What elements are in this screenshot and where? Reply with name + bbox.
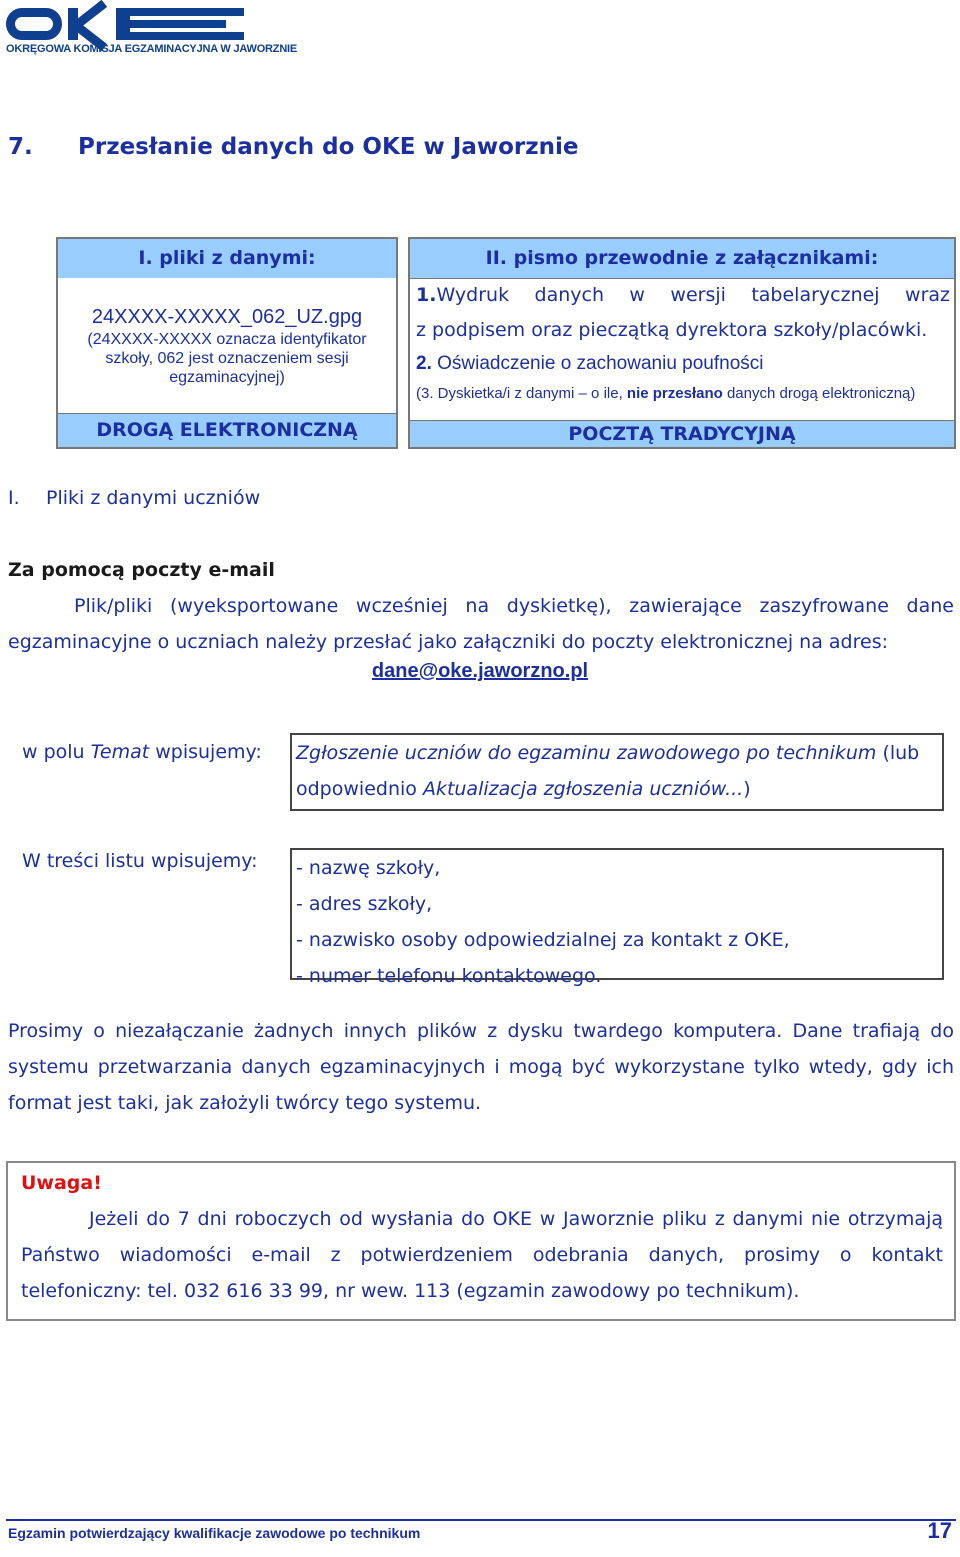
email-method-heading: Za pomocą poczty e-mail <box>8 559 275 581</box>
warning-text: Jeżeli do 7 dni roboczych od wysłania do OKE w Jaworznie pliku z danymi nie otrzymają Państwo wiadomości e-mail z potwierdzeniem odebrania danych, prosimy o kontakt telefoniczny: tel. 032 616 33 99, nr wew. 113 (egzamin zawodowy po technikum). <box>21 1208 943 1302</box>
files-box-footer: DROGĄ ELEKTRONICZNĄ <box>58 413 396 447</box>
oke-logo <box>6 4 298 55</box>
section-title-text: Przesłanie danych do OKE w Jaworznie <box>78 134 579 160</box>
files-box <box>56 237 398 449</box>
letter-box <box>408 237 956 449</box>
body-item: - adres szkoły, <box>296 893 433 915</box>
body-item: - numer telefonu kontaktowego. <box>296 965 602 987</box>
letter-box-heading: II. pismo przewodnie z załącznikami: <box>410 239 954 279</box>
warning-box <box>6 1161 956 1321</box>
logo-mark <box>6 4 276 40</box>
email-address-link[interactable]: dane@oke.jaworzno.pl <box>371 660 589 682</box>
body-item: - nazwisko osoby odpowiedzialnej za kontakt z OKE, <box>296 929 790 951</box>
subsection-heading <box>8 480 260 516</box>
attachments-notice-paragraph: Prosimy o niezałączanie żadnych innych plików z dysku twardego komputera. Dane trafiają do systemu przetwarzania danych egzaminacyjnych i mogą być wykorzystane tylko wtedy, gdy ich format jest taki, jak założyli twórcy tego systemu. <box>8 1020 954 1114</box>
subject-line-2: odpowiednio Aktualizacja zgłoszenia uczniów...) <box>296 778 751 800</box>
letter-item-1-line-2: z podpisem oraz pieczątką dyrektora szkoły/placówki. <box>416 319 928 341</box>
letter-item-3: (3. Dyskietka/i z danymi – o ile, nie przesłano danych drogą elektroniczną) <box>416 385 916 402</box>
subject-box <box>290 733 944 811</box>
file-name: 24XXXX-XXXXX_062_UZ.gpg <box>91 306 363 328</box>
footer-text: Egzamin potwierdzający kwalifikacje zawodowe po technikum <box>8 1525 421 1541</box>
files-box-content <box>58 278 396 416</box>
section-title <box>8 134 579 160</box>
page-number: 17 <box>927 1518 952 1543</box>
subsection-title: Pliki z danymi uczniów <box>46 487 261 509</box>
warning-title: Uwaga! <box>21 1172 102 1194</box>
body-label: W treści listu wpisujemy: <box>22 850 258 872</box>
section-number: 7. <box>8 134 33 160</box>
logo-subtitle: OKRĘGOWA KOMISJA EGZAMINACYJNA W JAWORZNIE <box>6 43 298 55</box>
subject-line-1: Zgłoszenie uczniów do egzaminu zawodowego po technikum (lub <box>296 742 920 764</box>
letter-box-footer: POCZTĄ TRADYCYJNĄ <box>410 420 954 447</box>
footer-divider <box>6 1519 956 1521</box>
subsection-number: I. <box>8 487 20 509</box>
body-item: - nazwę szkoły, <box>296 857 441 879</box>
subject-label: w polu Temat wpisujemy: <box>22 741 262 763</box>
files-box-heading: I. pliki z danymi: <box>58 239 396 279</box>
letter-item-1-line-1: 1.Wydruk danych w wersji tabelarycznej wraz <box>416 284 950 306</box>
instructions-paragraph: Plik/pliki (wyeksportowane wcześniej na dyskietkę), zawierające zaszyfrowane dane egzaminacyjne o uczniach należy przesłać jako załączniki do poczty elektronicznej na adres: <box>8 595 954 653</box>
file-description: (24XXXX-XXXXX oznacza identyfikator szkoły, 062 jest oznaczeniem sesji egzaminacyjnej) <box>87 331 367 386</box>
letter-item-2: 2. Oświadczenie o zachowaniu poufności <box>416 353 764 374</box>
body-contents-box <box>290 848 944 987</box>
